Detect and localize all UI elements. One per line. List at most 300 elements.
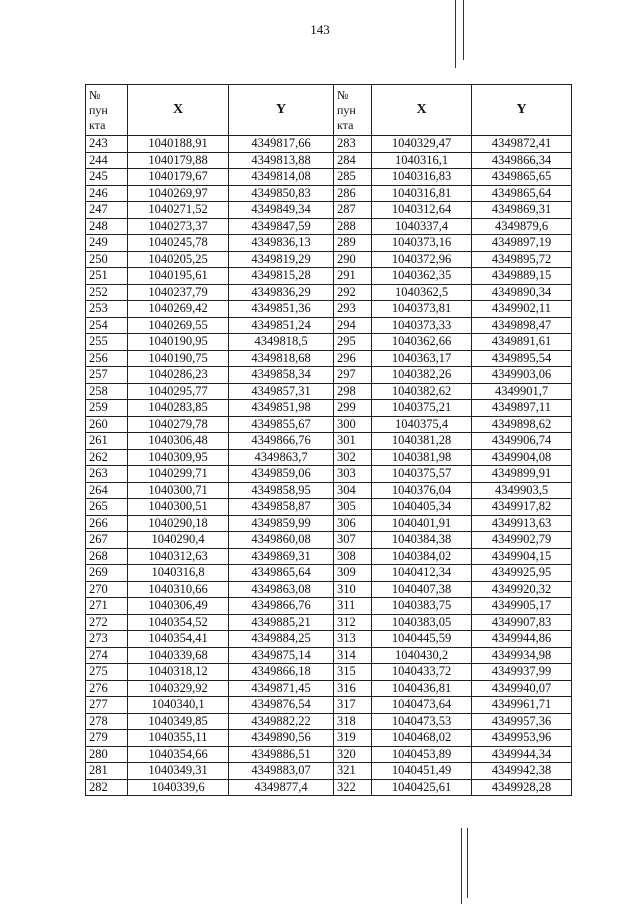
table-row: [86, 317, 334, 334]
point-number-cell: 276: [86, 680, 128, 697]
y-coordinate-cell: 4349865,65: [472, 169, 572, 186]
x-coordinate-cell: 1040306,49: [128, 598, 229, 615]
y-coordinate-cell: 4349905,17: [472, 598, 572, 615]
y-coordinate-cell: 4349872,41: [472, 136, 572, 153]
point-number-cell: 267: [86, 532, 128, 549]
y-coordinate-cell: 4349858,87: [229, 499, 334, 516]
x-coordinate-cell: 1040312,63: [128, 548, 229, 565]
x-coordinate-cell: 1040382,62: [372, 383, 472, 400]
point-number-cell: 263: [86, 466, 128, 483]
y-coordinate-cell: 4349865,64: [229, 565, 334, 582]
x-coordinate-cell: 1040405,34: [372, 499, 472, 516]
table-row: [86, 779, 334, 796]
point-number-cell: 303: [334, 466, 372, 483]
point-number-cell: 256: [86, 350, 128, 367]
x-coordinate-cell: 1040269,42: [128, 301, 229, 318]
y-coordinate-cell: 4349818,5: [229, 334, 334, 351]
table-row: [334, 218, 572, 235]
point-number-cell: 271: [86, 598, 128, 615]
table-row: [334, 152, 572, 169]
y-coordinate-cell: 4349836,13: [229, 235, 334, 252]
table-row: [86, 598, 334, 615]
x-coordinate-cell: 1040381,28: [372, 433, 472, 450]
x-coordinate-cell: 1040269,97: [128, 185, 229, 202]
point-number-cell: 304: [334, 482, 372, 499]
y-coordinate-cell: 4349850,83: [229, 185, 334, 202]
y-coordinate-cell: 4349906,74: [472, 433, 572, 450]
table-row: [86, 301, 334, 318]
table-header-row: [86, 85, 334, 136]
table-body: [334, 136, 572, 796]
y-coordinate-cell: 4349866,76: [229, 598, 334, 615]
table-row: [334, 400, 572, 417]
x-coordinate-cell: 1040337,4: [372, 218, 472, 235]
point-number-cell: 260: [86, 416, 128, 433]
x-coordinate-cell: 1040354,41: [128, 631, 229, 648]
point-number-cell: 247: [86, 202, 128, 219]
point-number-cell: 261: [86, 433, 128, 450]
table-row: [334, 268, 572, 285]
x-coordinate-cell: 1040372,96: [372, 251, 472, 268]
table-row: [334, 466, 572, 483]
table-row: [334, 581, 572, 598]
point-number-cell: 278: [86, 713, 128, 730]
table-row: [86, 713, 334, 730]
table-row: [334, 317, 572, 334]
table-row: [86, 482, 334, 499]
x-coordinate-cell: 1040373,81: [372, 301, 472, 318]
table-row: [86, 746, 334, 763]
table-row: [334, 697, 572, 714]
y-coordinate-cell: 4349851,24: [229, 317, 334, 334]
point-number-cell: 274: [86, 647, 128, 664]
point-number-cell: 270: [86, 581, 128, 598]
table-row: [334, 647, 572, 664]
table-row: [334, 301, 572, 318]
point-number-cell: 264: [86, 482, 128, 499]
point-number-cell: 310: [334, 581, 372, 598]
table-row: [86, 136, 334, 153]
x-coordinate-cell: 1040430,2: [372, 647, 472, 664]
y-coordinate-cell: 4349884,25: [229, 631, 334, 648]
point-number-cell: 299: [334, 400, 372, 417]
y-coordinate-cell: 4349851,36: [229, 301, 334, 318]
y-coordinate-cell: 4349903,06: [472, 367, 572, 384]
table-row: [334, 532, 572, 549]
x-coordinate-cell: 1040306,48: [128, 433, 229, 450]
y-coordinate-cell: 4349859,06: [229, 466, 334, 483]
point-number-cell: 321: [334, 763, 372, 780]
x-coordinate-cell: 1040279,78: [128, 416, 229, 433]
y-coordinate-cell: 4349917,82: [472, 499, 572, 516]
y-coordinate-cell: 4349925,95: [472, 565, 572, 582]
table-row: [86, 202, 334, 219]
point-number-cell: 307: [334, 532, 372, 549]
table-row: [86, 565, 334, 582]
table-row: [334, 383, 572, 400]
x-coordinate-cell: 1040373,16: [372, 235, 472, 252]
y-coordinate-cell: 4349866,76: [229, 433, 334, 450]
x-coordinate-cell: 1040283,85: [128, 400, 229, 417]
x-coordinate-cell: 1040383,75: [372, 598, 472, 615]
point-number-cell: 314: [334, 647, 372, 664]
y-coordinate-cell: 4349858,34: [229, 367, 334, 384]
table-row: [86, 697, 334, 714]
x-coordinate-cell: 1040425,61: [372, 779, 472, 796]
y-coordinate-cell: 4349898,47: [472, 317, 572, 334]
x-coordinate-cell: 1040407,38: [372, 581, 472, 598]
point-number-cell: 291: [334, 268, 372, 285]
x-coordinate-cell: 1040190,75: [128, 350, 229, 367]
table-row: [86, 449, 334, 466]
table-row: [334, 350, 572, 367]
table-row: [86, 152, 334, 169]
point-number-cell: 317: [334, 697, 372, 714]
point-number-cell: 277: [86, 697, 128, 714]
point-number-cell: 265: [86, 499, 128, 516]
point-number-cell: 258: [86, 383, 128, 400]
table-row: [86, 647, 334, 664]
y-coordinate-cell: 4349858,95: [229, 482, 334, 499]
x-coordinate-cell: 1040445,59: [372, 631, 472, 648]
x-coordinate-cell: 1040312,64: [372, 202, 472, 219]
table-row: [86, 763, 334, 780]
y-coordinate-cell: 4349885,21: [229, 614, 334, 631]
table-row: [86, 614, 334, 631]
y-coordinate-cell: 4349961,71: [472, 697, 572, 714]
y-coordinate-cell: 4349818,68: [229, 350, 334, 367]
table-row: [86, 185, 334, 202]
point-number-cell: 285: [334, 169, 372, 186]
point-number-cell: 243: [86, 136, 128, 153]
table-row: [86, 268, 334, 285]
y-coordinate-cell: 4349817,66: [229, 136, 334, 153]
table-row: [334, 136, 572, 153]
point-number-cell: 294: [334, 317, 372, 334]
point-number-cell: 273: [86, 631, 128, 648]
point-number-cell: 266: [86, 515, 128, 532]
table-row: [86, 433, 334, 450]
y-coordinate-cell: 4349877,4: [229, 779, 334, 796]
table-row: [86, 235, 334, 252]
y-coordinate-cell: 4349866,34: [472, 152, 572, 169]
table-row: [334, 680, 572, 697]
table-row: [86, 532, 334, 549]
y-coordinate-cell: 4349902,79: [472, 532, 572, 549]
table-row: [86, 218, 334, 235]
y-coordinate-cell: 4349904,15: [472, 548, 572, 565]
point-number-cell: 292: [334, 284, 372, 301]
point-number-cell: 245: [86, 169, 128, 186]
point-number-cell: 255: [86, 334, 128, 351]
point-number-cell: 275: [86, 664, 128, 681]
x-coordinate-cell: 1040355,11: [128, 730, 229, 747]
table-row: [86, 416, 334, 433]
table-row: [86, 548, 334, 565]
table-row: [334, 746, 572, 763]
table-row: [334, 548, 572, 565]
y-coordinate-cell: 4349869,31: [472, 202, 572, 219]
y-coordinate-cell: 4349866,18: [229, 664, 334, 681]
y-coordinate-cell: 4349902,11: [472, 301, 572, 318]
point-number-cell: 251: [86, 268, 128, 285]
point-number-cell: 315: [334, 664, 372, 681]
y-coordinate-cell: 4349876,54: [229, 697, 334, 714]
point-number-cell: 290: [334, 251, 372, 268]
point-number-cell: 268: [86, 548, 128, 565]
point-number-header: № пун кта: [334, 85, 372, 136]
x-coordinate-cell: 1040188,91: [128, 136, 229, 153]
y-coordinate-cell: 4349897,11: [472, 400, 572, 417]
point-number-cell: 279: [86, 730, 128, 747]
scan-artifact-line: [461, 828, 462, 904]
x-coordinate-cell: 1040376,04: [372, 482, 472, 499]
page-number: 143: [310, 22, 330, 37]
point-number-cell: 316: [334, 680, 372, 697]
y-coordinate-cell: 4349895,54: [472, 350, 572, 367]
point-number-cell: 288: [334, 218, 372, 235]
point-number-cell: 289: [334, 235, 372, 252]
table-row: [86, 730, 334, 747]
x-coordinate-cell: 1040453,89: [372, 746, 472, 763]
table-row: [334, 235, 572, 252]
x-coordinate-cell: 1040473,53: [372, 713, 472, 730]
y-coordinate-cell: 4349836,29: [229, 284, 334, 301]
x-coordinate-cell: 1040195,61: [128, 268, 229, 285]
x-coordinate-cell: 1040339,68: [128, 647, 229, 664]
x-column-header: X: [372, 85, 472, 136]
y-coordinate-cell: 4349901,7: [472, 383, 572, 400]
point-number-cell: 259: [86, 400, 128, 417]
y-coordinate-cell: 4349920,32: [472, 581, 572, 598]
x-coordinate-cell: 1040473,64: [372, 697, 472, 714]
y-coordinate-cell: 4349813,88: [229, 152, 334, 169]
x-coordinate-cell: 1040362,66: [372, 334, 472, 351]
point-number-cell: 248: [86, 218, 128, 235]
scan-artifact-line: [455, 0, 456, 68]
point-number-header: № пун кта: [86, 85, 128, 136]
y-coordinate-cell: 4349913,63: [472, 515, 572, 532]
x-coordinate-cell: 1040237,79: [128, 284, 229, 301]
y-coordinate-cell: 4349940,07: [472, 680, 572, 697]
y-coordinate-cell: 4349895,72: [472, 251, 572, 268]
table-row: [334, 779, 572, 796]
y-coordinate-cell: 4349879,6: [472, 218, 572, 235]
y-coordinate-cell: 4349859,99: [229, 515, 334, 532]
table-row: [86, 466, 334, 483]
x-coordinate-cell: 1040451,49: [372, 763, 472, 780]
y-coordinate-cell: 4349898,62: [472, 416, 572, 433]
point-number-cell: 320: [334, 746, 372, 763]
y-coordinate-cell: 4349815,28: [229, 268, 334, 285]
table-body: [86, 136, 334, 796]
table-row: [334, 664, 572, 681]
table-row: [334, 185, 572, 202]
y-coordinate-cell: 4349819,29: [229, 251, 334, 268]
table-row: [86, 680, 334, 697]
x-coordinate-cell: 1040310,66: [128, 581, 229, 598]
point-number-cell: 249: [86, 235, 128, 252]
table-row: [86, 169, 334, 186]
y-column-header: Y: [229, 85, 334, 136]
x-coordinate-cell: 1040316,83: [372, 169, 472, 186]
table-row: [334, 284, 572, 301]
y-column-header: Y: [472, 85, 572, 136]
point-number-cell: 293: [334, 301, 372, 318]
y-coordinate-cell: 4349953,96: [472, 730, 572, 747]
table-row: [334, 614, 572, 631]
x-coordinate-cell: 1040384,02: [372, 548, 472, 565]
x-coordinate-cell: 1040375,4: [372, 416, 472, 433]
y-coordinate-cell: 4349863,08: [229, 581, 334, 598]
point-number-cell: 319: [334, 730, 372, 747]
table-row: [334, 763, 572, 780]
x-coordinate-cell: 1040362,5: [372, 284, 472, 301]
x-coordinate-cell: 1040354,52: [128, 614, 229, 631]
table-row: [86, 515, 334, 532]
y-coordinate-cell: 4349865,64: [472, 185, 572, 202]
point-number-cell: 283: [334, 136, 372, 153]
point-number-cell: 246: [86, 185, 128, 202]
x-coordinate-cell: 1040382,26: [372, 367, 472, 384]
scan-artifact-line: [467, 828, 468, 898]
point-number-cell: 287: [334, 202, 372, 219]
point-number-cell: 254: [86, 317, 128, 334]
x-coordinate-cell: 1040190,95: [128, 334, 229, 351]
x-coordinate-cell: 1040339,6: [128, 779, 229, 796]
point-number-cell: 318: [334, 713, 372, 730]
point-number-cell: 297: [334, 367, 372, 384]
point-number-cell: 262: [86, 449, 128, 466]
point-number-cell: 313: [334, 631, 372, 648]
point-number-cell: 252: [86, 284, 128, 301]
x-coordinate-cell: 1040362,35: [372, 268, 472, 285]
point-number-cell: 312: [334, 614, 372, 631]
y-coordinate-cell: 4349889,15: [472, 268, 572, 285]
point-number-cell: 284: [334, 152, 372, 169]
x-coordinate-cell: 1040354,66: [128, 746, 229, 763]
point-number-cell: 296: [334, 350, 372, 367]
point-number-cell: 281: [86, 763, 128, 780]
point-number-cell: 282: [86, 779, 128, 796]
x-coordinate-cell: 1040329,92: [128, 680, 229, 697]
table-row: [86, 499, 334, 516]
point-number-cell: 269: [86, 565, 128, 582]
y-coordinate-cell: 4349957,36: [472, 713, 572, 730]
x-coordinate-cell: 1040373,33: [372, 317, 472, 334]
y-coordinate-cell: 4349857,31: [229, 383, 334, 400]
table-row: [86, 367, 334, 384]
x-coordinate-cell: 1040295,77: [128, 383, 229, 400]
y-coordinate-cell: 4349937,99: [472, 664, 572, 681]
coordinates-table-right: [333, 84, 572, 796]
point-number-cell: 286: [334, 185, 372, 202]
table-row: [334, 449, 572, 466]
y-coordinate-cell: 4349886,51: [229, 746, 334, 763]
x-coordinate-cell: 1040340,1: [128, 697, 229, 714]
point-number-cell: 253: [86, 301, 128, 318]
table-row: [334, 202, 572, 219]
y-coordinate-cell: 4349907,83: [472, 614, 572, 631]
x-coordinate-cell: 1040290,4: [128, 532, 229, 549]
table-row: [334, 730, 572, 747]
x-coordinate-cell: 1040309,95: [128, 449, 229, 466]
point-number-cell: 309: [334, 565, 372, 582]
x-coordinate-cell: 1040271,52: [128, 202, 229, 219]
y-coordinate-cell: 4349944,34: [472, 746, 572, 763]
scan-artifact-line: [463, 0, 464, 60]
y-coordinate-cell: 4349897,19: [472, 235, 572, 252]
table-row: [86, 284, 334, 301]
y-coordinate-cell: 4349882,22: [229, 713, 334, 730]
y-coordinate-cell: 4349814,08: [229, 169, 334, 186]
table-row: [86, 664, 334, 681]
point-number-cell: 244: [86, 152, 128, 169]
table-row: [334, 169, 572, 186]
point-number-cell: 298: [334, 383, 372, 400]
x-coordinate-cell: 1040329,47: [372, 136, 472, 153]
x-coordinate-cell: 1040349,31: [128, 763, 229, 780]
y-coordinate-cell: 4349863,7: [229, 449, 334, 466]
table-row: [334, 598, 572, 615]
table-row: [86, 400, 334, 417]
y-coordinate-cell: 4349869,31: [229, 548, 334, 565]
y-coordinate-cell: 4349903,5: [472, 482, 572, 499]
x-coordinate-cell: 1040363,17: [372, 350, 472, 367]
table-row: [334, 565, 572, 582]
y-coordinate-cell: 4349890,34: [472, 284, 572, 301]
x-coordinate-cell: 1040383,05: [372, 614, 472, 631]
x-coordinate-cell: 1040349,85: [128, 713, 229, 730]
x-coordinate-cell: 1040286,23: [128, 367, 229, 384]
x-coordinate-cell: 1040300,51: [128, 499, 229, 516]
table-row: [334, 367, 572, 384]
y-coordinate-cell: 4349860,08: [229, 532, 334, 549]
table-row: [334, 334, 572, 351]
x-coordinate-cell: 1040299,71: [128, 466, 229, 483]
x-coordinate-cell: 1040401,91: [372, 515, 472, 532]
point-number-cell: 280: [86, 746, 128, 763]
x-coordinate-cell: 1040433,72: [372, 664, 472, 681]
table-row: [86, 581, 334, 598]
y-coordinate-cell: 4349847,59: [229, 218, 334, 235]
point-number-cell: 250: [86, 251, 128, 268]
point-number-cell: 272: [86, 614, 128, 631]
x-coordinate-cell: 1040269,55: [128, 317, 229, 334]
x-coordinate-cell: 1040412,34: [372, 565, 472, 582]
table-row: [334, 416, 572, 433]
y-coordinate-cell: 4349851,98: [229, 400, 334, 417]
x-coordinate-cell: 1040273,37: [128, 218, 229, 235]
y-coordinate-cell: 4349891,61: [472, 334, 572, 351]
point-number-cell: 302: [334, 449, 372, 466]
table-row: [334, 499, 572, 516]
x-coordinate-cell: 1040205,25: [128, 251, 229, 268]
coordinates-table-left: [85, 84, 334, 796]
x-coordinate-cell: 1040381,98: [372, 449, 472, 466]
point-number-cell: 301: [334, 433, 372, 450]
x-coordinate-cell: 1040300,71: [128, 482, 229, 499]
x-coordinate-cell: 1040245,78: [128, 235, 229, 252]
y-coordinate-cell: 4349890,56: [229, 730, 334, 747]
x-coordinate-cell: 1040375,57: [372, 466, 472, 483]
x-coordinate-cell: 1040179,88: [128, 152, 229, 169]
table-row: [86, 350, 334, 367]
table-row: [334, 631, 572, 648]
table-row: [334, 482, 572, 499]
x-coordinate-cell: 1040316,81: [372, 185, 472, 202]
x-coordinate-cell: 1040468,02: [372, 730, 472, 747]
